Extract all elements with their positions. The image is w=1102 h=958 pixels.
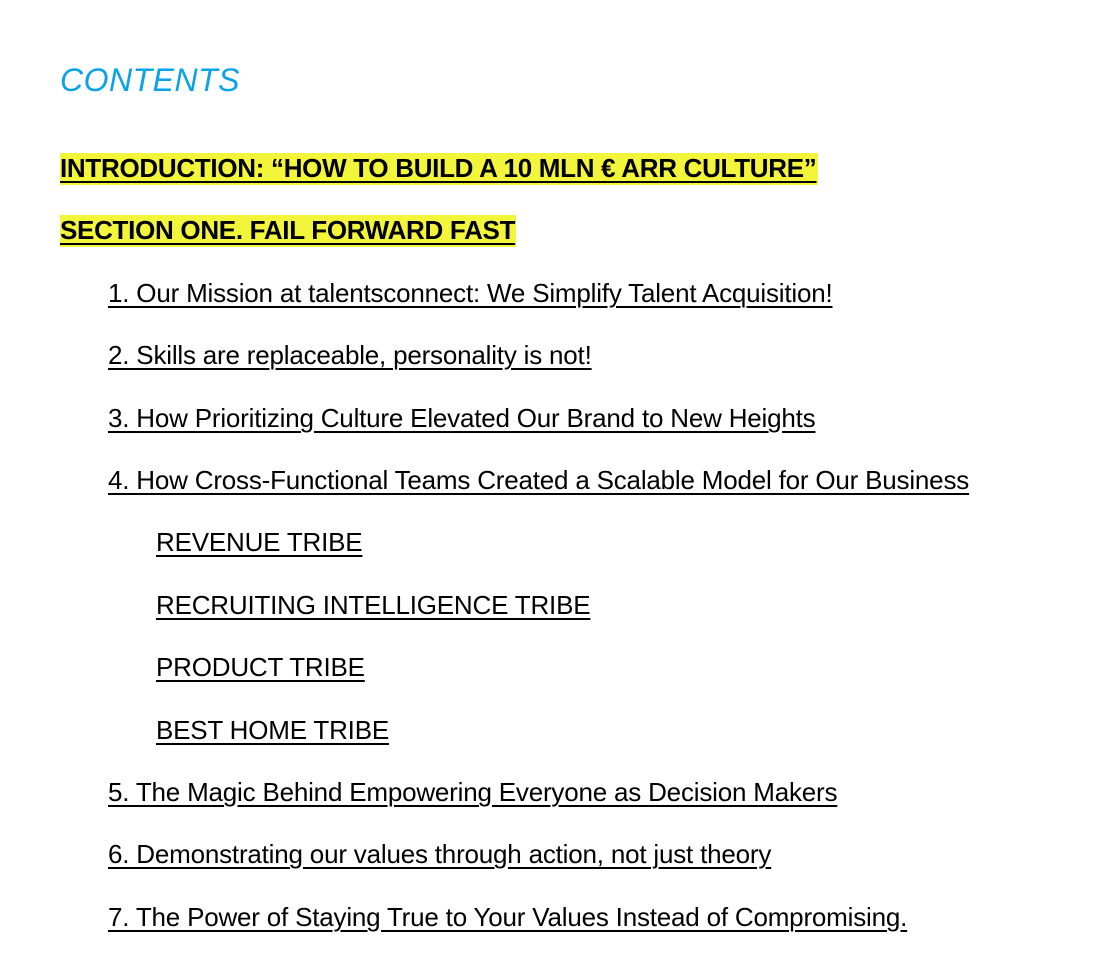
toc-entry [60, 152, 818, 184]
toc-entry [108, 901, 907, 933]
toc-entry [108, 464, 969, 496]
toc-entry-link[interactable]: 2. Skills are replaceable, personality is not! [108, 340, 592, 370]
toc-entry [156, 589, 590, 621]
toc-entry-link[interactable]: 7. The Power of Staying True to Your Values Instead of Compromising. [108, 902, 908, 932]
contents-heading: CONTENTS [60, 62, 240, 98]
toc-entry [60, 214, 516, 246]
toc-entry-link[interactable]: 4. How Cross-Functional Teams Created a Scalable Model for Our Business [108, 465, 970, 495]
toc-entry [108, 838, 771, 870]
toc-entry-link[interactable]: PRODUCT TRIBE [156, 652, 365, 682]
toc-entry-link[interactable]: 3. How Prioritizing Culture Elevated Our Brand to New Heights [108, 403, 816, 433]
toc-entry [108, 277, 833, 309]
toc-entry [156, 714, 389, 746]
toc-entry [108, 402, 815, 434]
toc-entry-link[interactable]: BEST HOME TRIBE [156, 715, 389, 745]
toc-entry-link[interactable]: 6. Demonstrating our values through action, not just theory [108, 839, 772, 869]
toc-entry [108, 339, 592, 371]
toc-entry-link[interactable]: INTRODUCTION: “HOW TO BUILD A 10 MLN € ARR CULTURE” [60, 153, 817, 183]
toc-entry [156, 526, 362, 558]
toc-entry [108, 776, 837, 808]
toc-entry-link[interactable]: 5. The Magic Behind Empowering Everyone as Decision Makers [108, 777, 838, 807]
toc-entry-link[interactable]: REVENUE TRIBE [156, 527, 363, 557]
toc-entry-link[interactable]: RECRUITING INTELLIGENCE TRIBE [156, 590, 591, 620]
toc-entry-link[interactable]: SECTION ONE. FAIL FORWARD FAST [60, 215, 516, 245]
toc-entry [156, 651, 365, 683]
toc-entry-link[interactable]: 1. Our Mission at talentsconnect: We Simplify Talent Acquisition! [108, 278, 833, 308]
